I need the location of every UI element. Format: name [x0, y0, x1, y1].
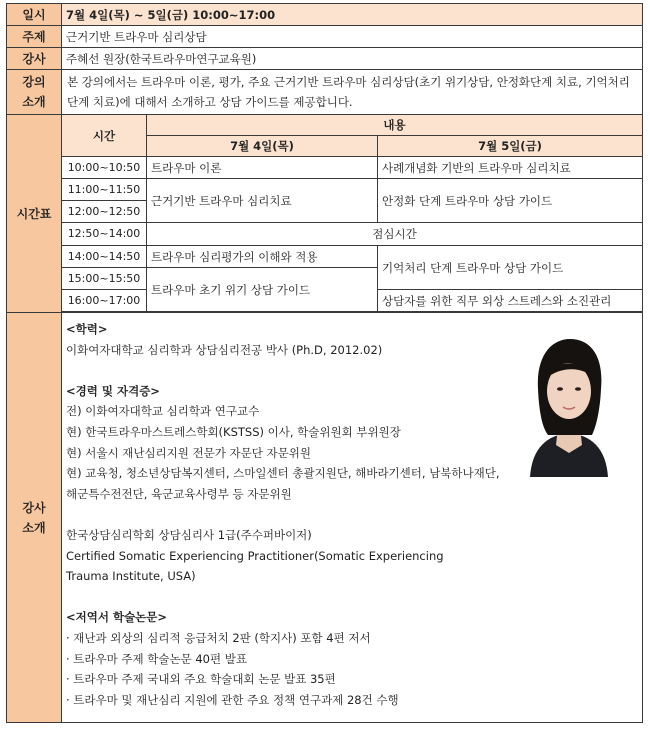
- day1-header: 7월 4일(목): [147, 136, 378, 157]
- course-info-sheet: [6, 3, 642, 723]
- bio-label-line1: 강사: [22, 500, 46, 515]
- time-slot: 10:00~10:50: [62, 157, 147, 179]
- pub-item: · 트라우마 주제 학술논문 40편 발표: [66, 651, 247, 666]
- pub-item: · 트라우마 주제 국내외 주요 학술대회 논문 발표 35편: [66, 672, 336, 687]
- topic-label: 주제: [7, 26, 62, 48]
- session-d2: 사례개념화 기반의 트라우마 심리치료: [378, 157, 643, 179]
- course-intro-text: 본 강의에서는 트라우마 이론, 평가, 주요 근거기반 트라우마 심리상담(초기 위기상담, 안정화단계 치료, 기억처리 단계 치료)에 대해서 소개하고 상담 가이드를 제공합니다.: [62, 70, 643, 115]
- info-table: [6, 3, 643, 723]
- career-item: 현) 서울시 재난심리지원 전문가 자문단 자문위원: [66, 445, 311, 460]
- career-item: 현) 교육청, 청소년상담복지센터, 스마일센터 총괄지원단, 해바라기센터, 남북하나재단,: [66, 466, 500, 481]
- time-header: 시간: [62, 115, 147, 157]
- session-d1: 트라우마 초기 위기 상담 가이드: [147, 268, 378, 312]
- pub-item: · 재난과 외상의 심리적 응급처치 2판 (학지사) 포함 4편 저서: [66, 630, 371, 645]
- instructor-row: [7, 48, 643, 70]
- pub-item: · 트라우마 및 재난심리 지원에 관한 주요 정책 연구과제 28건 수행: [66, 692, 399, 707]
- education-item: 이화여자대학교 심리학과 상담심리전공 박사 (Ph.D, 2012.02): [66, 342, 383, 357]
- time-slot: 12:50~14:00: [62, 223, 147, 246]
- session-d1: 트라우마 이론: [147, 157, 378, 179]
- content-header: 내용: [147, 115, 643, 136]
- education-heading: <학력>: [66, 322, 108, 336]
- schedule-header-row: [7, 115, 643, 136]
- time-slot: 16:00~17:00: [62, 290, 147, 312]
- time-slot: 11:00~11:50: [62, 179, 147, 201]
- date-value: 7월 4일(목) ~ 5일(금) 10:00~17:00: [62, 4, 643, 26]
- course-intro-row: [7, 70, 643, 115]
- course-intro-label-line2: 소개: [22, 95, 46, 109]
- course-intro-label-line1: 강의: [22, 75, 46, 89]
- session-d1: 트라우마 심리평가의 이해와 적용: [147, 246, 378, 268]
- cert-item: Certified Somatic Experiencing Practitioner(Somatic Experiencing: [66, 548, 444, 563]
- instructor-label: 강사: [7, 48, 62, 70]
- career-heading: <경력 및 자격증>: [66, 383, 160, 398]
- topic-value: 근거기반 트라우마 심리상담: [62, 26, 643, 48]
- bio-content: [62, 313, 643, 723]
- date-row: [7, 4, 643, 26]
- bio-label: [7, 313, 62, 723]
- career-item: 현) 한국트라우마스트레스학회(KSTSS) 이사, 학술위원회 부위원장: [66, 424, 401, 439]
- session-d1: 근거기반 트라우마 심리치료: [147, 179, 378, 223]
- time-slot: 15:00~15:50: [62, 268, 147, 290]
- lunch-break: 점심시간: [147, 223, 643, 246]
- schedule-label: 시간표: [7, 115, 62, 313]
- date-label: 일시: [7, 4, 62, 26]
- instructor-value: 주혜선 원장(한국트라우마연구교육원): [62, 48, 643, 70]
- schedule-row: [7, 157, 643, 179]
- session-d2: 상담자를 위한 직무 외상 스트레스와 소진관리: [378, 290, 643, 312]
- instructor-photo: [508, 327, 630, 477]
- cert-item: Trauma Institute, USA): [66, 569, 196, 584]
- session-d2: 기억처리 단계 트라우마 상담 가이드: [378, 246, 643, 290]
- schedule-row: [7, 179, 643, 201]
- session-d2: 안정화 단계 트라우마 상담 가이드: [378, 179, 643, 223]
- day2-header: 7월 5일(금): [378, 136, 643, 157]
- schedule-row: [7, 246, 643, 268]
- career-item: 해군특수전전단, 육군교육사령부 등 자문위원: [66, 486, 292, 501]
- time-slot: 12:00~12:50: [62, 201, 147, 223]
- cert-item: 한국상담심리학회 상담심리사 1급(주수퍼바이저): [66, 527, 312, 542]
- bio-row: [7, 313, 643, 723]
- course-intro-label: [7, 70, 62, 115]
- bio-label-line2: 소개: [22, 520, 46, 535]
- topic-row: [7, 26, 643, 48]
- schedule-row: [7, 223, 643, 246]
- time-slot: 14:00~14:50: [62, 246, 147, 268]
- career-item: 전) 이화여자대학교 심리학과 연구교수: [66, 404, 260, 419]
- pubs-heading: <저역서 학술논문>: [66, 610, 168, 625]
